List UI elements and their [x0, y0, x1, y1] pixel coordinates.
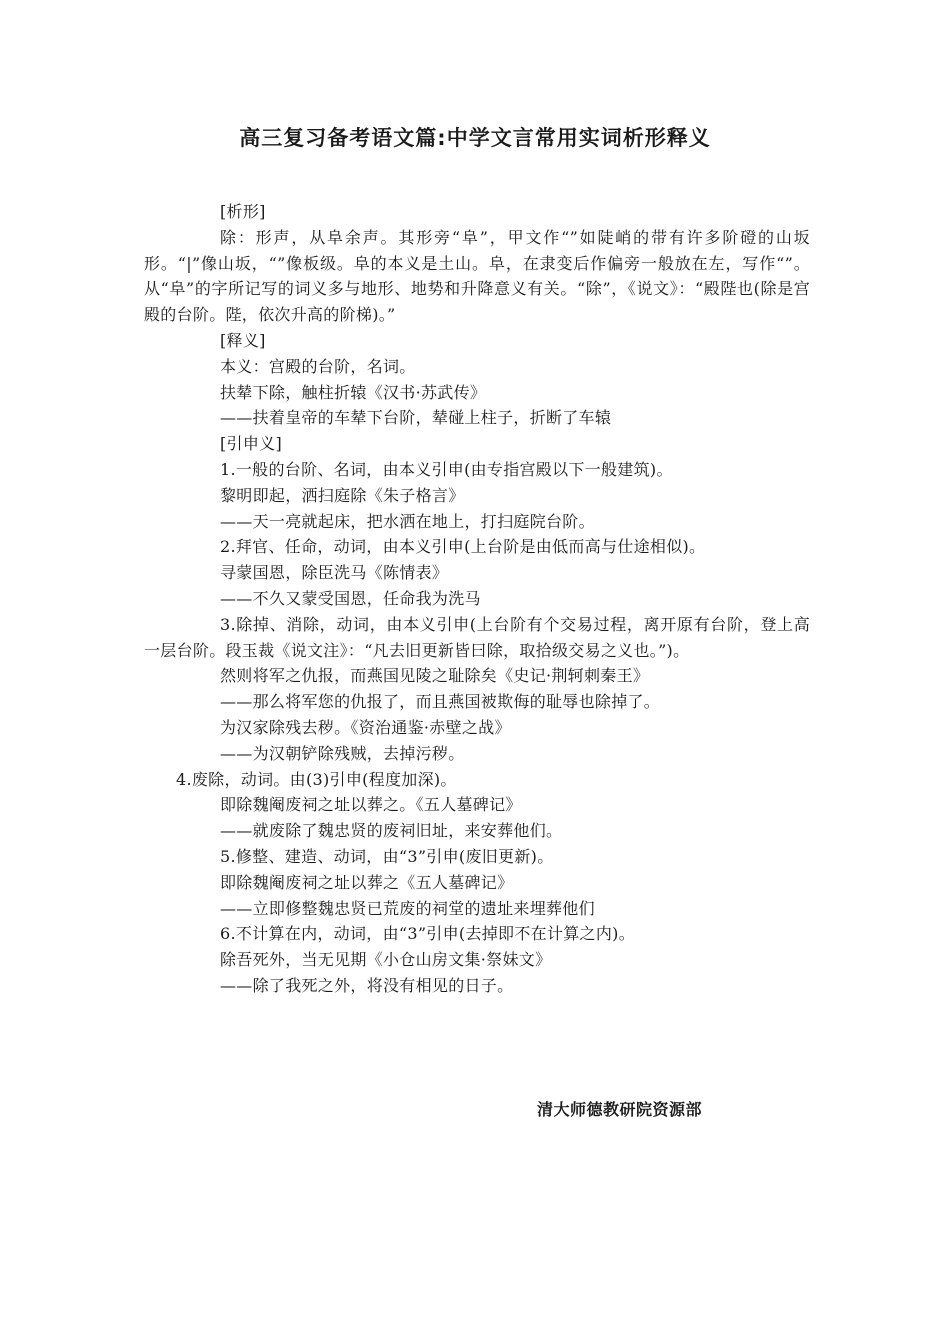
- paragraph-line: 2.拜官、任命，动词，由本义引申(上台阶是由低而高与仕途相似)。: [220, 537, 706, 557]
- paragraph-line: ——天一亮就起床，把水洒在地上，打扫庭院台阶。: [220, 511, 595, 531]
- paragraph-line: ——为汉朝铲除残贼，去掉污秽。: [220, 743, 465, 763]
- paragraph-line: 5.修整、建造、动词，由“3”引申(废旧更新)。: [220, 846, 554, 866]
- paragraph-line: 3.除掉、消除，动词，由本义引申(上台阶有个交易过程，离开原有台阶，登上高一层台阶。段玉裁《说文注》：“凡去旧更新皆曰除，取拾级交易之义也。”)。: [144, 614, 810, 660]
- paragraph-line: 即除魏阉废祠之址以葬之。《五人墓碑记》: [220, 795, 522, 815]
- footer-organization: 清大师德教研院资源部: [537, 1100, 703, 1119]
- paragraph-line: ——那么将军您的仇报了，而且燕国被欺侮的耻辱也除掉了。: [220, 692, 661, 712]
- paragraph-line: 6.不计算在内，动词，由“3”引申(去掉即不在计算之内)。: [220, 924, 635, 944]
- paragraph-line: 扶辇下除，触柱折辕《汉书·苏武传》: [220, 382, 487, 402]
- paragraph-line: ——立即修整魏忠贤已荒废的祠堂的遗址来埋葬他们: [220, 898, 595, 918]
- paragraph-line: 本义：宫殿的台阶，名词。: [220, 356, 416, 376]
- document-body: [144, 199, 810, 999]
- paragraph-line: 然则将军之仇报，而燕国见陵之耻除矣《史记·荆轲刺秦王》: [220, 666, 650, 686]
- section-heading-shiyi: [释义]: [220, 330, 266, 350]
- paragraph-line: 1.一般的台阶、名词，由本义引申(由专指宫殿以下一般建筑)。: [220, 459, 673, 479]
- section-heading-xixing: [析形]: [220, 202, 266, 221]
- paragraph-line: 黎明即起，洒扫庭除《朱子格言》: [220, 485, 465, 505]
- paragraph-line: 寻蒙国恩，除臣洗马《陈情表》: [220, 563, 449, 583]
- paragraph-line: 即除魏阉废祠之址以葬之《五人墓碑记》: [220, 872, 514, 892]
- page-title: 高三复习备考语文篇:中学文言常用实词析形释义: [239, 126, 711, 150]
- paragraph-line: ——就废除了魏忠贤的废祠旧址，来安葬他们。: [220, 821, 563, 841]
- paragraph-line: ——不久又蒙受国恩，任命我为洗马: [220, 588, 481, 608]
- paragraph-analysis: 除：形声，从阜余声。其形旁“阜”，甲文作“”如陡峭的带有许多阶磴的山坂形。“|”像山坂，“”像板级。阜的本义是土山。阜，在隶变后作偏旁一般放在左，写作“”。从“阜”的字所记写的词义多与地形、地势和升降意义有关。“除”，《说文》：“殿陛也(除是宫殿的台阶。陛，依次升高的阶梯)。”: [144, 227, 810, 325]
- paragraph-line: 4.废除，动词。由(3)引申(程度加深)。: [176, 769, 457, 789]
- paragraph-line: ——除了我死之外，将没有相见的日子。: [220, 975, 514, 995]
- paragraph-line: ——扶着皇帝的车辇下台阶，辇碰上柱子，折断了车辕: [220, 408, 612, 428]
- section-heading-yinshenyi: [引申义]: [220, 434, 282, 454]
- paragraph-line: 为汉家除残去秽。《资治通鉴·赤壁之战》: [220, 717, 511, 737]
- paragraph-line: 除吾死外，当无见期《小仓山房文集·祭妹文》: [220, 950, 552, 970]
